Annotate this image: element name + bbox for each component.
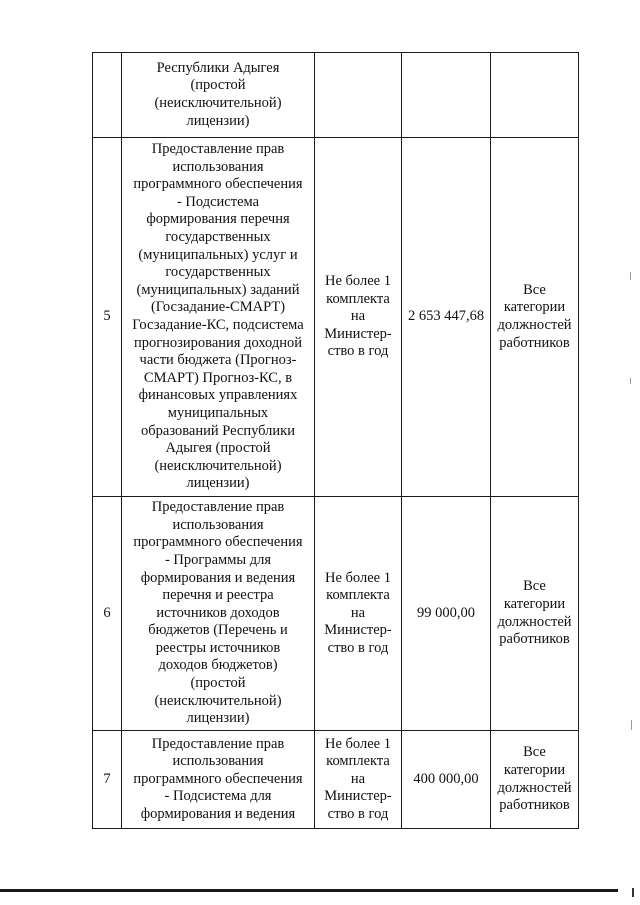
scan-edge-mark	[632, 888, 634, 897]
scan-edge-mark	[630, 272, 631, 280]
text-line: на	[350, 604, 366, 621]
text-line: Все	[523, 744, 546, 761]
text-line: реестры источников	[155, 639, 281, 656]
price-cell	[402, 53, 491, 138]
text-line: Госзадание-КС, подсистема	[132, 317, 304, 333]
text-line: Министер-	[324, 325, 392, 342]
scan-edge-mark	[631, 720, 632, 730]
text-line: (простой	[190, 77, 246, 94]
text-line: должностей	[497, 613, 572, 630]
price-cell: 99 000,00	[402, 497, 491, 731]
text-line: муниципальных	[167, 404, 269, 421]
text-line: комплекта	[326, 587, 390, 604]
price-cell: 400 000,00	[402, 731, 491, 829]
text-line: СМАРТ) Прогноз-КС, в	[143, 369, 293, 386]
text-line: лицензии)	[186, 475, 250, 492]
row-number-cell	[93, 53, 122, 138]
text-line: использования	[172, 753, 264, 770]
text-line: программного обеспечения	[133, 770, 303, 787]
text-line: (муниципальных) услуг и	[138, 246, 298, 263]
text-line: источников доходов	[156, 604, 280, 621]
text-line: на	[350, 770, 366, 787]
text-line: Министер-	[324, 622, 392, 639]
text-line: Республики Адыгея	[156, 59, 280, 76]
item-name-cell	[122, 497, 315, 731]
quantity-cell	[315, 731, 402, 829]
table-row	[93, 497, 579, 731]
text-line: Все	[523, 281, 546, 298]
table-row	[93, 138, 579, 497]
license-table	[92, 52, 579, 829]
item-name-cell	[122, 138, 315, 497]
text-line: ство в год	[327, 639, 389, 656]
price-cell: 2 653 447,68	[402, 138, 491, 497]
text-line: - Подсистема	[176, 193, 260, 210]
text-line: формирования и ведения	[140, 805, 296, 822]
category-cell	[491, 138, 579, 497]
item-name-cell	[122, 731, 315, 829]
text-line: (Госзадание-СМАРТ)	[150, 299, 286, 316]
text-line: Предоставление прав	[151, 735, 285, 752]
row-number-cell: 6	[93, 497, 122, 731]
text-line: (неисключительной)	[154, 95, 282, 111]
scan-bottom-rule	[0, 889, 618, 892]
text-line: лицензии)	[186, 112, 250, 129]
table-row	[93, 53, 579, 138]
text-line: финансовых управлениях	[138, 387, 298, 404]
item-name-cell	[122, 53, 315, 138]
text-line: доходов бюджетов)	[158, 657, 278, 674]
text-line: Предоставление прав	[151, 141, 285, 158]
text-line: государственных	[165, 264, 271, 281]
row-number-cell: 5	[93, 138, 122, 497]
text-line: Не более 1	[325, 735, 391, 752]
text-line: Предоставление прав	[151, 499, 285, 516]
text-line: государственных	[165, 229, 271, 246]
category-cell	[491, 731, 579, 829]
text-line: части бюджета (Прогноз-	[139, 352, 297, 369]
scan-edge-mark	[630, 378, 631, 384]
text-line: Адыгея (простой	[165, 440, 271, 457]
text-line: лицензии)	[186, 710, 250, 727]
text-line: работников	[499, 797, 570, 814]
category-cell	[491, 497, 579, 731]
text-line: - Подсистема для	[164, 788, 272, 805]
quantity-cell	[315, 138, 402, 497]
text-line: категории	[503, 299, 566, 316]
text-line: работников	[499, 631, 570, 648]
text-line: работников	[499, 334, 570, 351]
text-line: использования	[172, 516, 264, 533]
text-line: комплекта	[326, 753, 390, 770]
text-line: использования	[172, 158, 264, 175]
text-line: должностей	[497, 317, 572, 333]
text-line: Не более 1	[325, 569, 391, 586]
text-line: на	[350, 308, 366, 325]
text-line: формирования и ведения	[140, 569, 296, 586]
text-line: категории	[503, 761, 566, 778]
text-line: формирования перечня	[146, 211, 290, 228]
text-line: Все	[523, 578, 546, 595]
table-row	[93, 731, 579, 829]
text-line: категории	[503, 595, 566, 612]
text-line: перечня и реестра	[162, 587, 274, 604]
text-line: (муниципальных) заданий	[136, 281, 300, 298]
text-line: ство в год	[327, 805, 389, 822]
text-line: ство в год	[327, 343, 389, 360]
text-line: прогнозирования доходной	[133, 334, 303, 351]
text-line: (простой	[190, 675, 246, 692]
text-line: (неисключительной)	[154, 692, 282, 709]
text-line: программного обеспечения	[133, 534, 303, 551]
text-line: образований Республики	[141, 422, 295, 439]
row-number-cell: 7	[93, 731, 122, 829]
text-line: Министер-	[324, 788, 392, 805]
text-line: должностей	[497, 779, 572, 796]
text-line: комплекта	[326, 290, 390, 307]
category-cell	[491, 53, 579, 138]
quantity-cell	[315, 53, 402, 138]
text-line: программного обеспечения	[133, 176, 303, 193]
text-line: - Программы для	[164, 551, 272, 568]
text-line: бюджетов (Перечень и	[148, 622, 288, 639]
text-line: Не более 1	[325, 273, 391, 290]
quantity-cell	[315, 497, 402, 731]
text-line: (неисключительной)	[154, 457, 282, 474]
